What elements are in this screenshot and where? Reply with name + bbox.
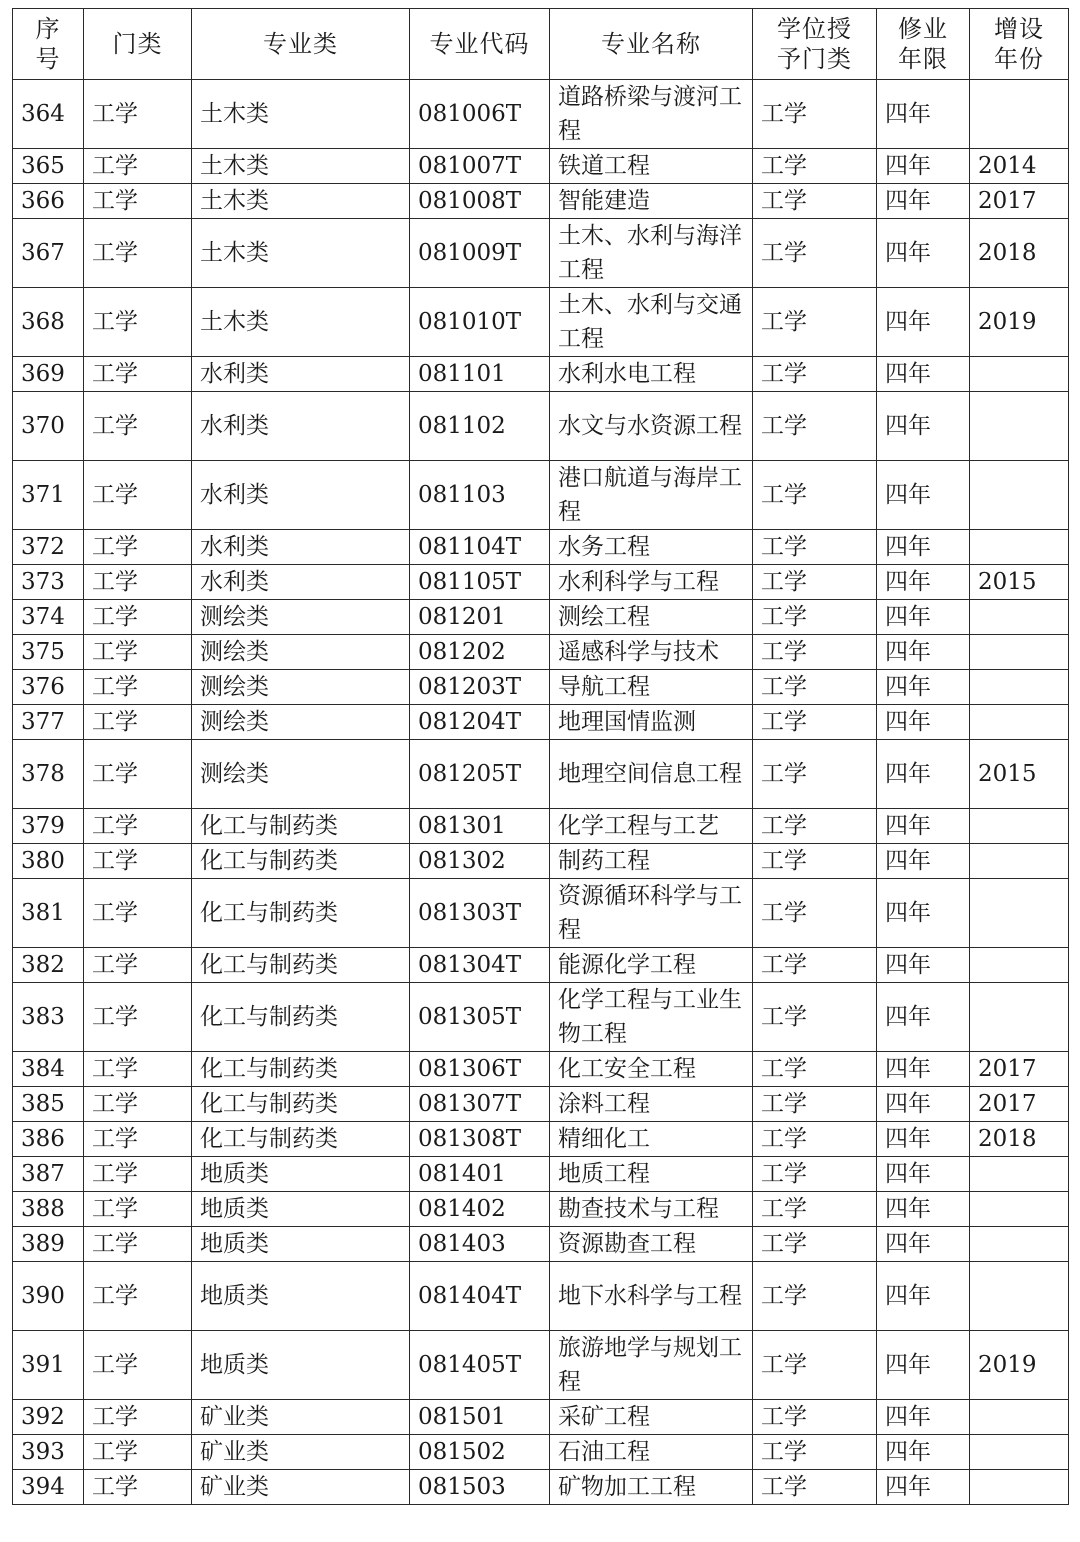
major-catalog-sheet: [12, 8, 1069, 1505]
cell-discipline: 工学: [84, 948, 192, 983]
cell-duration: 四年: [877, 219, 970, 288]
header-year-added: 增设 年份: [970, 9, 1069, 80]
cell-discipline: 工学: [84, 219, 192, 288]
cell-major-name: 水利科学与工程: [550, 565, 753, 600]
table-row: [13, 1262, 1069, 1331]
cell-degree-category: 工学: [753, 184, 877, 219]
cell-major-class: 水利类: [192, 357, 410, 392]
cell-major-name: 矿物加工工程: [550, 1470, 753, 1505]
cell-major-code: 081104T: [410, 530, 550, 565]
cell-degree-category: 工学: [753, 670, 877, 705]
cell-major-class: 矿业类: [192, 1470, 410, 1505]
cell-degree-category: 工学: [753, 1400, 877, 1435]
cell-major-name: 地理国情监测: [550, 705, 753, 740]
cell-index: 369: [13, 357, 84, 392]
cell-major-name: 精细化工: [550, 1122, 753, 1157]
cell-duration: 四年: [877, 705, 970, 740]
cell-index: 380: [13, 844, 84, 879]
cell-duration: 四年: [877, 1227, 970, 1262]
cell-major-code: 081201: [410, 600, 550, 635]
cell-major-class: 化工与制药类: [192, 1087, 410, 1122]
cell-discipline: 工学: [84, 1122, 192, 1157]
cell-major-name: 道路桥梁与渡河工程: [550, 80, 753, 149]
cell-major-class: 水利类: [192, 392, 410, 461]
cell-year-added: [970, 1227, 1069, 1262]
cell-discipline: 工学: [84, 80, 192, 149]
cell-duration: 四年: [877, 844, 970, 879]
header-degree-category: 学位授 予门类: [753, 9, 877, 80]
cell-index: 370: [13, 392, 84, 461]
cell-duration: 四年: [877, 600, 970, 635]
cell-index: 393: [13, 1435, 84, 1470]
cell-major-code: 081102: [410, 392, 550, 461]
cell-index: 382: [13, 948, 84, 983]
table-row: [13, 1192, 1069, 1227]
cell-discipline: 工学: [84, 357, 192, 392]
cell-discipline: 工学: [84, 1157, 192, 1192]
cell-index: 379: [13, 809, 84, 844]
cell-degree-category: 工学: [753, 1192, 877, 1227]
cell-major-name: 地理空间信息工程: [550, 740, 753, 809]
cell-duration: 四年: [877, 1470, 970, 1505]
cell-major-name: 港口航道与海岸工程: [550, 461, 753, 530]
cell-year-added: [970, 879, 1069, 948]
cell-discipline: 工学: [84, 670, 192, 705]
cell-major-code: 081006T: [410, 80, 550, 149]
cell-major-name: 化学工程与工业生物工程: [550, 983, 753, 1052]
table-row: [13, 1087, 1069, 1122]
cell-year-added: [970, 1192, 1069, 1227]
cell-major-code: 081306T: [410, 1052, 550, 1087]
cell-discipline: 工学: [84, 879, 192, 948]
cell-major-code: 081101: [410, 357, 550, 392]
header-major-name: 专业名称: [550, 9, 753, 80]
cell-degree-category: 工学: [753, 879, 877, 948]
table-row: [13, 740, 1069, 809]
cell-degree-category: 工学: [753, 1122, 877, 1157]
cell-discipline: 工学: [84, 288, 192, 357]
cell-major-code: 081305T: [410, 983, 550, 1052]
cell-year-added: [970, 1262, 1069, 1331]
cell-discipline: 工学: [84, 1470, 192, 1505]
cell-degree-category: 工学: [753, 635, 877, 670]
table-row: [13, 565, 1069, 600]
cell-duration: 四年: [877, 1122, 970, 1157]
cell-degree-category: 工学: [753, 80, 877, 149]
cell-major-code: 081009T: [410, 219, 550, 288]
cell-major-name: 资源循环科学与工程: [550, 879, 753, 948]
cell-year-added: [970, 670, 1069, 705]
cell-year-added: 2014: [970, 149, 1069, 184]
cell-degree-category: 工学: [753, 740, 877, 809]
cell-index: 371: [13, 461, 84, 530]
cell-year-added: [970, 948, 1069, 983]
cell-discipline: 工学: [84, 461, 192, 530]
cell-year-added: 2017: [970, 184, 1069, 219]
cell-major-name: 旅游地学与规划工程: [550, 1331, 753, 1400]
cell-duration: 四年: [877, 983, 970, 1052]
table-row: [13, 80, 1069, 149]
cell-major-class: 水利类: [192, 565, 410, 600]
cell-major-class: 土木类: [192, 149, 410, 184]
cell-duration: 四年: [877, 670, 970, 705]
cell-major-name: 化学工程与工艺: [550, 809, 753, 844]
table-row: [13, 879, 1069, 948]
cell-discipline: 工学: [84, 705, 192, 740]
cell-degree-category: 工学: [753, 357, 877, 392]
cell-major-name: 智能建造: [550, 184, 753, 219]
cell-degree-category: 工学: [753, 149, 877, 184]
cell-degree-category: 工学: [753, 219, 877, 288]
cell-discipline: 工学: [84, 184, 192, 219]
cell-degree-category: 工学: [753, 705, 877, 740]
cell-major-class: 地质类: [192, 1157, 410, 1192]
cell-index: 376: [13, 670, 84, 705]
table-row: [13, 983, 1069, 1052]
cell-discipline: 工学: [84, 1262, 192, 1331]
cell-major-name: 土木、水利与交通工程: [550, 288, 753, 357]
cell-major-code: 081503: [410, 1470, 550, 1505]
cell-year-added: 2019: [970, 288, 1069, 357]
cell-index: 384: [13, 1052, 84, 1087]
cell-index: 394: [13, 1470, 84, 1505]
cell-major-name: 水务工程: [550, 530, 753, 565]
cell-major-code: 081404T: [410, 1262, 550, 1331]
cell-degree-category: 工学: [753, 844, 877, 879]
cell-major-class: 化工与制药类: [192, 844, 410, 879]
cell-major-name: 制药工程: [550, 844, 753, 879]
cell-degree-category: 工学: [753, 600, 877, 635]
cell-major-class: 矿业类: [192, 1400, 410, 1435]
cell-major-code: 081402: [410, 1192, 550, 1227]
table-row: [13, 635, 1069, 670]
cell-year-added: [970, 1400, 1069, 1435]
cell-discipline: 工学: [84, 1227, 192, 1262]
cell-degree-category: 工学: [753, 948, 877, 983]
cell-discipline: 工学: [84, 149, 192, 184]
cell-index: 366: [13, 184, 84, 219]
cell-discipline: 工学: [84, 565, 192, 600]
cell-major-code: 081502: [410, 1435, 550, 1470]
cell-year-added: 2019: [970, 1331, 1069, 1400]
cell-year-added: 2015: [970, 565, 1069, 600]
table-row: [13, 948, 1069, 983]
cell-degree-category: 工学: [753, 1331, 877, 1400]
cell-major-code: 081303T: [410, 879, 550, 948]
cell-discipline: 工学: [84, 1192, 192, 1227]
cell-degree-category: 工学: [753, 1052, 877, 1087]
cell-duration: 四年: [877, 149, 970, 184]
cell-major-class: 水利类: [192, 530, 410, 565]
cell-duration: 四年: [877, 1087, 970, 1122]
cell-year-added: [970, 80, 1069, 149]
cell-duration: 四年: [877, 565, 970, 600]
cell-year-added: [970, 530, 1069, 565]
cell-year-added: [970, 1435, 1069, 1470]
cell-duration: 四年: [877, 461, 970, 530]
cell-index: 373: [13, 565, 84, 600]
cell-year-added: 2018: [970, 219, 1069, 288]
table-row: [13, 1470, 1069, 1505]
cell-major-name: 水利水电工程: [550, 357, 753, 392]
cell-major-class: 土木类: [192, 184, 410, 219]
cell-major-class: 矿业类: [192, 1435, 410, 1470]
cell-discipline: 工学: [84, 530, 192, 565]
cell-index: 391: [13, 1331, 84, 1400]
cell-major-class: 地质类: [192, 1331, 410, 1400]
cell-degree-category: 工学: [753, 983, 877, 1052]
cell-year-added: 2015: [970, 740, 1069, 809]
cell-year-added: [970, 461, 1069, 530]
cell-major-class: 化工与制药类: [192, 1122, 410, 1157]
cell-major-code: 081008T: [410, 184, 550, 219]
cell-duration: 四年: [877, 809, 970, 844]
cell-index: 367: [13, 219, 84, 288]
cell-degree-category: 工学: [753, 288, 877, 357]
cell-major-class: 土木类: [192, 219, 410, 288]
header-major-code: 专业代码: [410, 9, 550, 80]
cell-index: 368: [13, 288, 84, 357]
cell-major-name: 勘查技术与工程: [550, 1192, 753, 1227]
cell-degree-category: 工学: [753, 1227, 877, 1262]
cell-major-name: 遥感科学与技术: [550, 635, 753, 670]
cell-index: 388: [13, 1192, 84, 1227]
cell-index: 372: [13, 530, 84, 565]
cell-discipline: 工学: [84, 809, 192, 844]
cell-discipline: 工学: [84, 844, 192, 879]
cell-major-code: 081204T: [410, 705, 550, 740]
table-row: [13, 288, 1069, 357]
cell-major-name: 涂料工程: [550, 1087, 753, 1122]
cell-index: 374: [13, 600, 84, 635]
table-row: [13, 1227, 1069, 1262]
cell-duration: 四年: [877, 530, 970, 565]
major-catalog-table: [12, 8, 1069, 1505]
table-row: [13, 705, 1069, 740]
cell-major-code: 081304T: [410, 948, 550, 983]
cell-year-added: [970, 1470, 1069, 1505]
cell-major-code: 081202: [410, 635, 550, 670]
cell-duration: 四年: [877, 1157, 970, 1192]
header-duration: 修业 年限: [877, 9, 970, 80]
cell-major-name: 石油工程: [550, 1435, 753, 1470]
cell-duration: 四年: [877, 948, 970, 983]
cell-index: 392: [13, 1400, 84, 1435]
cell-discipline: 工学: [84, 1331, 192, 1400]
table-row: [13, 357, 1069, 392]
cell-degree-category: 工学: [753, 1470, 877, 1505]
table-row: [13, 844, 1069, 879]
cell-degree-category: 工学: [753, 809, 877, 844]
table-row: [13, 1400, 1069, 1435]
cell-major-name: 水文与水资源工程: [550, 392, 753, 461]
cell-index: 389: [13, 1227, 84, 1262]
cell-major-class: 化工与制药类: [192, 809, 410, 844]
cell-index: 390: [13, 1262, 84, 1331]
table-row: [13, 219, 1069, 288]
cell-major-class: 地质类: [192, 1262, 410, 1331]
cell-major-class: 土木类: [192, 80, 410, 149]
table-row: [13, 1435, 1069, 1470]
cell-duration: 四年: [877, 1052, 970, 1087]
header-index: 序 号: [13, 9, 84, 80]
cell-index: 386: [13, 1122, 84, 1157]
cell-major-code: 081007T: [410, 149, 550, 184]
cell-year-added: [970, 635, 1069, 670]
header-discipline: 门类: [84, 9, 192, 80]
table-row: [13, 1122, 1069, 1157]
header-major-class: 专业类: [192, 9, 410, 80]
cell-index: 377: [13, 705, 84, 740]
cell-duration: 四年: [877, 1192, 970, 1227]
cell-degree-category: 工学: [753, 1435, 877, 1470]
cell-duration: 四年: [877, 80, 970, 149]
cell-duration: 四年: [877, 184, 970, 219]
table-row: [13, 1052, 1069, 1087]
table-row: [13, 149, 1069, 184]
cell-discipline: 工学: [84, 740, 192, 809]
cell-major-class: 化工与制药类: [192, 1052, 410, 1087]
cell-major-name: 导航工程: [550, 670, 753, 705]
cell-year-added: [970, 983, 1069, 1052]
cell-discipline: 工学: [84, 392, 192, 461]
cell-year-added: [970, 392, 1069, 461]
cell-major-code: 081301: [410, 809, 550, 844]
cell-discipline: 工学: [84, 983, 192, 1052]
cell-major-code: 081307T: [410, 1087, 550, 1122]
cell-index: 375: [13, 635, 84, 670]
cell-year-added: [970, 1157, 1069, 1192]
cell-index: 378: [13, 740, 84, 809]
cell-major-code: 081205T: [410, 740, 550, 809]
cell-major-class: 化工与制药类: [192, 879, 410, 948]
cell-index: 387: [13, 1157, 84, 1192]
cell-duration: 四年: [877, 740, 970, 809]
cell-major-class: 地质类: [192, 1227, 410, 1262]
cell-year-added: 2018: [970, 1122, 1069, 1157]
cell-duration: 四年: [877, 1331, 970, 1400]
cell-duration: 四年: [877, 879, 970, 948]
table-row: [13, 392, 1069, 461]
cell-major-code: 081103: [410, 461, 550, 530]
table-header: [13, 9, 1069, 80]
table-row: [13, 530, 1069, 565]
cell-major-class: 地质类: [192, 1192, 410, 1227]
cell-duration: 四年: [877, 288, 970, 357]
cell-degree-category: 工学: [753, 530, 877, 565]
cell-major-name: 能源化学工程: [550, 948, 753, 983]
cell-major-name: 地质工程: [550, 1157, 753, 1192]
cell-degree-category: 工学: [753, 1262, 877, 1331]
cell-duration: 四年: [877, 357, 970, 392]
cell-discipline: 工学: [84, 635, 192, 670]
cell-major-name: 资源勘查工程: [550, 1227, 753, 1262]
cell-year-added: 2017: [970, 1052, 1069, 1087]
cell-index: 364: [13, 80, 84, 149]
table-row: [13, 600, 1069, 635]
cell-discipline: 工学: [84, 600, 192, 635]
table-row: [13, 1157, 1069, 1192]
cell-major-code: 081501: [410, 1400, 550, 1435]
cell-major-class: 测绘类: [192, 705, 410, 740]
table-row: [13, 670, 1069, 705]
cell-major-class: 水利类: [192, 461, 410, 530]
cell-degree-category: 工学: [753, 565, 877, 600]
cell-year-added: 2017: [970, 1087, 1069, 1122]
table-row: [13, 184, 1069, 219]
cell-year-added: [970, 357, 1069, 392]
cell-duration: 四年: [877, 635, 970, 670]
cell-major-class: 测绘类: [192, 635, 410, 670]
cell-major-class: 测绘类: [192, 600, 410, 635]
cell-major-name: 化工安全工程: [550, 1052, 753, 1087]
cell-discipline: 工学: [84, 1052, 192, 1087]
cell-major-class: 土木类: [192, 288, 410, 357]
cell-major-class: 测绘类: [192, 740, 410, 809]
cell-major-name: 铁道工程: [550, 149, 753, 184]
cell-major-code: 081403: [410, 1227, 550, 1262]
cell-duration: 四年: [877, 392, 970, 461]
cell-major-code: 081405T: [410, 1331, 550, 1400]
cell-major-code: 081302: [410, 844, 550, 879]
cell-duration: 四年: [877, 1400, 970, 1435]
cell-degree-category: 工学: [753, 392, 877, 461]
cell-discipline: 工学: [84, 1435, 192, 1470]
cell-major-name: 采矿工程: [550, 1400, 753, 1435]
cell-degree-category: 工学: [753, 1157, 877, 1192]
cell-major-name: 测绘工程: [550, 600, 753, 635]
cell-major-code: 081105T: [410, 565, 550, 600]
table-row: [13, 1331, 1069, 1400]
cell-discipline: 工学: [84, 1400, 192, 1435]
cell-major-name: 地下水科学与工程: [550, 1262, 753, 1331]
header-row: [13, 9, 1069, 80]
cell-major-class: 化工与制药类: [192, 948, 410, 983]
cell-duration: 四年: [877, 1435, 970, 1470]
cell-duration: 四年: [877, 1262, 970, 1331]
cell-year-added: [970, 809, 1069, 844]
table-body: [13, 80, 1069, 1505]
cell-major-class: 化工与制药类: [192, 983, 410, 1052]
cell-major-class: 测绘类: [192, 670, 410, 705]
cell-major-code: 081203T: [410, 670, 550, 705]
table-row: [13, 809, 1069, 844]
cell-degree-category: 工学: [753, 461, 877, 530]
cell-major-code: 081010T: [410, 288, 550, 357]
cell-year-added: [970, 600, 1069, 635]
cell-discipline: 工学: [84, 1087, 192, 1122]
cell-index: 385: [13, 1087, 84, 1122]
cell-year-added: [970, 844, 1069, 879]
cell-index: 365: [13, 149, 84, 184]
cell-degree-category: 工学: [753, 1087, 877, 1122]
cell-major-name: 土木、水利与海洋工程: [550, 219, 753, 288]
cell-major-code: 081401: [410, 1157, 550, 1192]
cell-index: 381: [13, 879, 84, 948]
cell-major-code: 081308T: [410, 1122, 550, 1157]
cell-index: 383: [13, 983, 84, 1052]
table-row: [13, 461, 1069, 530]
cell-year-added: [970, 705, 1069, 740]
